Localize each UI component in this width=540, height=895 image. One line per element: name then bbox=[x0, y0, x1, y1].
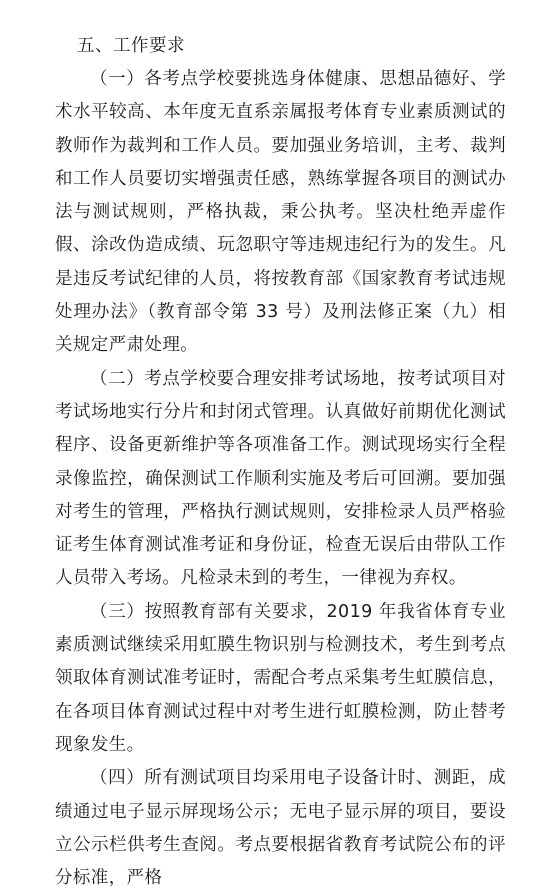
paragraph-3: （三）按照教育部有关要求，2019 年我省体育专业素质测试继续采用虹膜生物识别与检测技术，考生到考点领取体育测试准考证时，需配合考点采集考生虹膜信息，在各项目体育测试过程中对考生进行虹膜检测，防止替考现象发生。 bbox=[55, 601, 506, 755]
paragraph-2: （二）考点学校要合理安排考试场地，按考试项目对考试场地实行分片和封闭式管理。认真做好前期优化测试程序、设备更新维护等各项准备工作。测试现场实行全程录像监控，确保测试工作顺利实施及考后可回溯。要加强对考生的管理，严格执行测试规则，安排检录人员严格验证考生体育测试准考证和身份证，检查无误后由带队工作人员带入考场。凡检录未到的考生，一律视为弃权。 bbox=[55, 368, 506, 589]
paragraph-1: （一）各考点学校要挑选身体健康、思想品德好、学术水平较高、本年度无直系亲属报考体育专业素质测试的教师作为裁判和工作人员。要加强业务培训，主考、裁判和工作人员要切实增强责任感，熟练掌握各项目的测试办法与测试规则，严格执裁，秉公执考。坚决杜绝弄虚作假、涂改伪造成绩、玩忽职守等违规违纪行为的发生。凡是违反考试纪律的人员，将按教育部《国家教育考试违规处理办法》（教育部令第 33 号）及刑法修正案（九）相关规定严肃处理。 bbox=[55, 69, 506, 356]
paragraph-4: （四）所有测试项目均采用电子设备计时、测距，成绩通过电子显示屏现场公示；无电子显示屏的项目，要设立公示栏供考生查阅。考点要根据省教育考试院公布的评分标准，严格 bbox=[55, 768, 506, 889]
section-heading: 五、工作要求 bbox=[77, 36, 185, 56]
